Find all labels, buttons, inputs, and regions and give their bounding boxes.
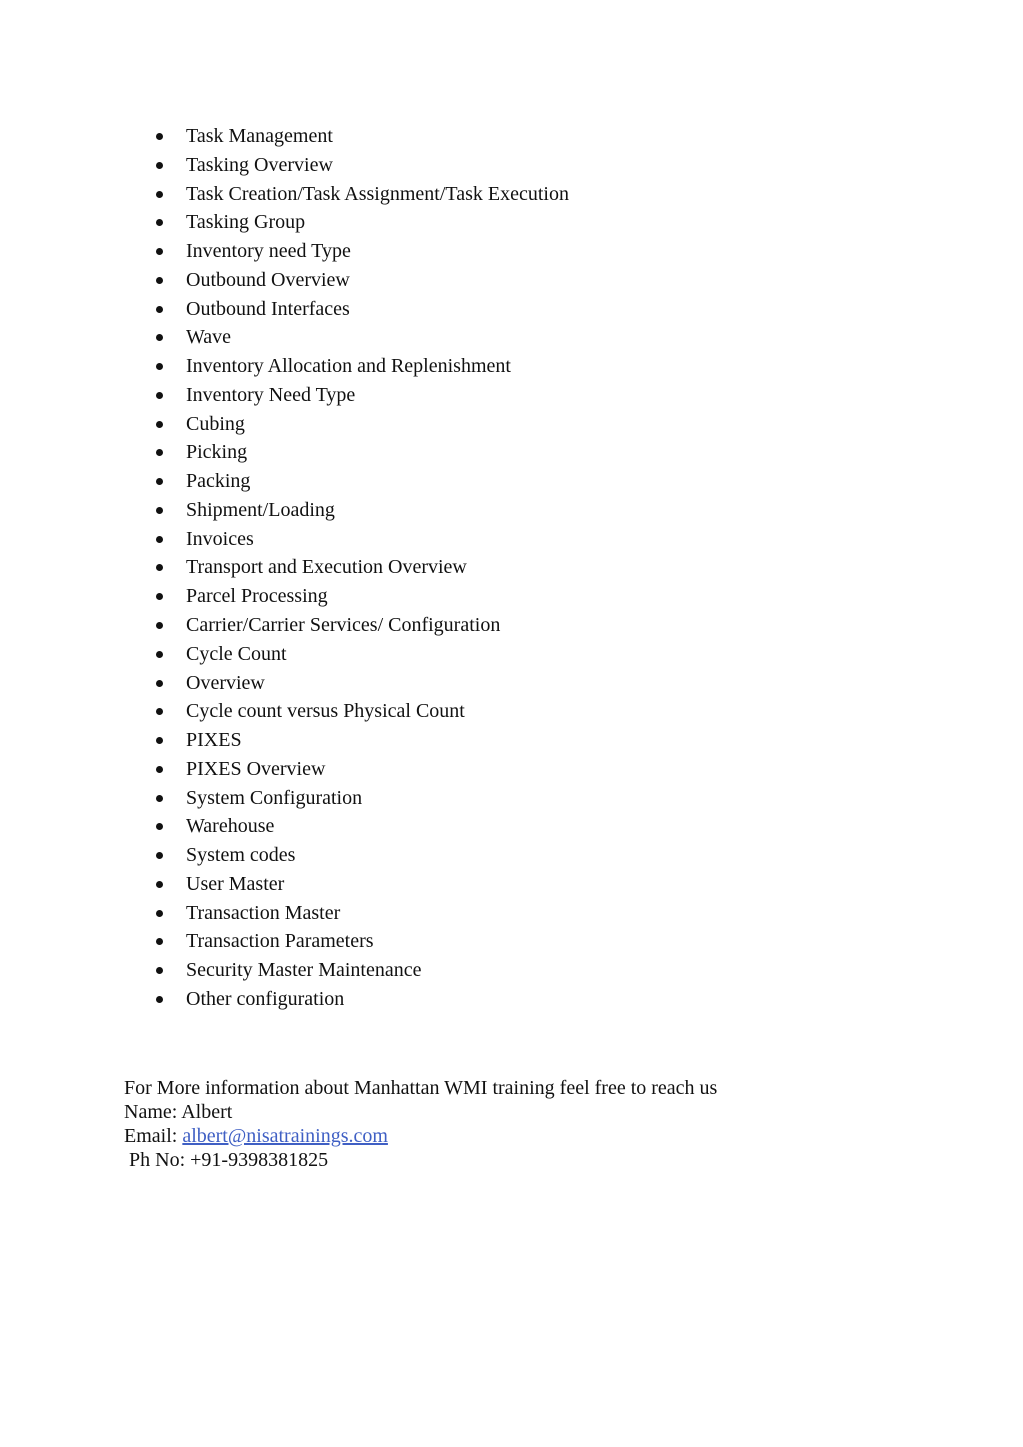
list-item-label: Shipment/Loading (186, 498, 335, 521)
list-item-label: Transaction Parameters (186, 930, 374, 953)
contact-section (124, 1076, 717, 1172)
list-item-label: Inventory need Type (186, 240, 351, 263)
phone-label: Ph No: (129, 1149, 191, 1171)
list-item (150, 927, 569, 956)
bullet-icon (156, 593, 163, 600)
list-item-label: Packing (186, 470, 251, 493)
bullet-icon (156, 536, 163, 543)
list-item (150, 180, 569, 209)
list-item (150, 352, 569, 381)
bullet-icon (156, 306, 163, 313)
list-item (150, 208, 569, 237)
list-item-label: Transport and Execution Overview (186, 556, 467, 579)
list-item (150, 151, 569, 180)
list-item-label: Cubing (186, 412, 245, 435)
bullet-icon (156, 219, 163, 226)
list-item-label: Cycle count versus Physical Count (186, 700, 465, 723)
list-item (150, 496, 569, 525)
list-item-label: Tasking Group (186, 211, 306, 234)
list-item-label: Invoices (186, 527, 254, 550)
bullet-icon (156, 392, 163, 399)
list-item-label: Carrier/Carrier Services/ Configuration (186, 614, 501, 637)
list-item (150, 323, 569, 352)
list-item (150, 899, 569, 928)
bullet-icon (156, 967, 163, 974)
bullet-icon (156, 651, 163, 658)
contact-name: Albert (181, 1101, 233, 1123)
list-item (150, 582, 569, 611)
list-item-label: Picking (186, 441, 248, 464)
list-item-label: Tasking Overview (186, 153, 333, 176)
list-item (150, 697, 569, 726)
email-link[interactable]: albert@nisatrainings.com (182, 1125, 388, 1147)
list-item (150, 669, 569, 698)
list-item (150, 640, 569, 669)
bullet-icon (156, 766, 163, 773)
list-item (150, 611, 569, 640)
bullet-icon (156, 708, 163, 715)
bullet-icon (156, 795, 163, 802)
list-item-label: System Configuration (186, 786, 363, 809)
bullet-icon (156, 248, 163, 255)
topic-bullet-list (150, 122, 569, 1014)
list-item (150, 122, 569, 151)
bullet-icon (156, 133, 163, 140)
bullet-icon (156, 277, 163, 284)
contact-phone-line (124, 1148, 717, 1172)
email-label: Email: (124, 1125, 183, 1147)
bullet-icon (156, 680, 163, 687)
bullet-icon (156, 449, 163, 456)
list-item (150, 812, 569, 841)
list-item-label: Outbound Interfaces (186, 297, 350, 320)
list-item (150, 755, 569, 784)
bullet-icon (156, 334, 163, 341)
bullet-icon (156, 881, 163, 888)
list-item-label: PIXES Overview (186, 757, 326, 780)
list-item (150, 525, 569, 554)
bullet-icon (156, 737, 163, 744)
bullet-icon (156, 162, 163, 169)
list-item (150, 237, 569, 266)
name-label: Name: (124, 1101, 182, 1123)
bullet-icon (156, 622, 163, 629)
bullet-icon (156, 852, 163, 859)
bullet-icon (156, 363, 163, 370)
list-item (150, 870, 569, 899)
list-item-label: Wave (186, 326, 232, 349)
list-item-label: Warehouse (186, 815, 275, 838)
bullet-icon (156, 191, 163, 198)
bullet-icon (156, 507, 163, 514)
bullet-icon (156, 421, 163, 428)
contact-intro: For More information about Manhattan WMI training feel free to reach us (124, 1077, 718, 1099)
list-item-label: Security Master Maintenance (186, 959, 422, 982)
list-item (150, 985, 569, 1014)
list-item-label: PIXES (186, 729, 242, 752)
list-item (150, 410, 569, 439)
list-item (150, 553, 569, 582)
bullet-icon (156, 996, 163, 1003)
list-item-label: Overview (186, 671, 265, 694)
bullet-icon (156, 938, 163, 945)
list-item (150, 841, 569, 870)
list-item-label: System codes (186, 844, 296, 867)
list-item-label: Other configuration (186, 987, 345, 1010)
bullet-icon (156, 478, 163, 485)
list-item-label: Inventory Need Type (186, 383, 356, 406)
list-item (150, 467, 569, 496)
list-item (150, 726, 569, 755)
list-item-label: Cycle Count (186, 642, 287, 665)
contact-email-line (124, 1124, 717, 1148)
list-item (150, 784, 569, 813)
list-item-label: Task Management (186, 125, 333, 147)
bullet-icon (156, 564, 163, 571)
bullet-icon (156, 910, 163, 917)
list-item (150, 956, 569, 985)
phone-number: +91-9398381825 (190, 1149, 329, 1171)
list-item-label: Parcel Processing (186, 585, 328, 608)
list-item-label: User Master (186, 872, 285, 895)
list-item-label: Task Creation/Task Assignment/Task Execution (186, 182, 569, 205)
list-item (150, 381, 569, 410)
list-item (150, 295, 569, 324)
contact-name-line (124, 1100, 717, 1124)
list-item-label: Inventory Allocation and Replenishment (186, 355, 511, 378)
list-item (150, 438, 569, 467)
list-item-label: Outbound Overview (186, 268, 350, 291)
list-item-label: Transaction Master (186, 901, 341, 924)
list-item (150, 266, 569, 295)
bullet-icon (156, 823, 163, 830)
